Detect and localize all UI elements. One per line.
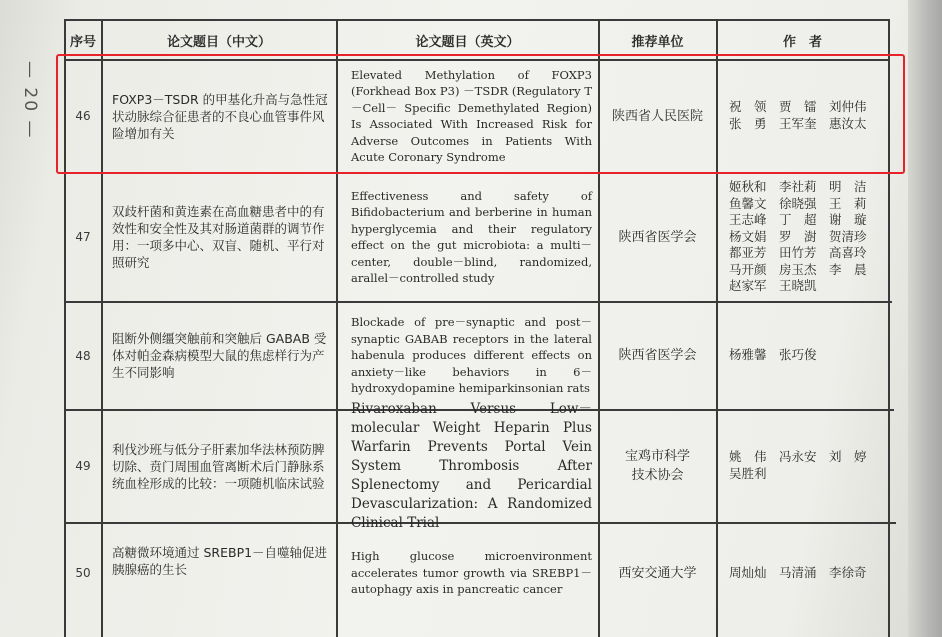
row-48-unit: 陕西省医学会 [618,348,697,363]
row-47-unit: 陕西省医学会 [618,229,697,245]
row-47-authors: 姬秋和 李社莉 明 洁 鱼馨文 徐晓强 王 莉 王志峰 丁 超 谢 璇 杨文娟 罗 澍 贺清珍 都亚芳 田竹芳 高喜玲 马开颜 房玉杰 李 晨 赵家军 王晓凯 [729,178,867,294]
row-49-authors: 姚 伟 冯永安 刘 婷 吴胜利 [729,449,867,481]
row-46-authors: 祝 领 贾 镭 刘仲伟 张 勇 王军奎 惠汝太 [729,99,867,131]
row-50-no: 50 [75,566,91,580]
row-48-title-zh: 阻断外侧缰突触前和突触后 GABAB 受体对帕金森病模型大鼠的焦虑样行为产生不同影响 [112,331,327,380]
row-47-title-en: Effectiveness and safety of Bifidobacterium and berberine in human hyperglycemia and their regulatory effect on the gut microbiota: a multi－center, double－blind, randomized, arallel－controlled study [351,188,592,285]
row-50-title-zh: 高糖微环境通过 SREBP1－自噬轴促进胰腺癌的生长 [112,545,328,577]
row-48-no: 48 [75,348,91,363]
row-46-no: 46 [75,109,91,123]
row-49-unit: 宝鸡市科学技术协会 [624,449,690,483]
header-title-en: 论文题目（英文） [415,34,520,50]
row-46-unit: 陕西省人民医院 [611,108,703,124]
red-highlight-box [56,54,905,174]
row-46-title-zh: FOXP3－TSDR 的甲基化升高与急性冠状动脉综合征患者的不良心血管事件风险增加有关 [112,91,328,141]
row-50-title-en: High glucose microenvironment accelerates tumor growth via SREBP1－autophagy axis in pancreatic cancer [351,549,592,597]
page-number: — 20 — [20,60,40,140]
row-49-title-zh: 利伐沙班与低分子肝素加华法林预防脾切除、贲门周围血管离断术后门静脉系统血栓形成的比较：一项随机临床试验 [112,441,325,491]
row-50-authors: 周灿灿 马清涌 李徐奇 [729,564,867,580]
row-49-title-en: molecular Weight Heparin Plus Warfarin Prevents Portal Vein System Thrombosis After Splenectomy and Pericardial Devascularization: A Randomized [351,419,592,512]
header-unit: 推荐单位 [631,34,684,50]
row-50-unit: 西安交通大学 [618,565,697,581]
row-46-title-en: Elevated Methylation of FOXP3 (Forkhead Box P3) －TSDR (Regulatory T－Cell－ Specific Demethylated Region) Is Associated With Increased Risk for Adverse Outcomes in Patients With Acute Coronary Syndrome [351,67,592,164]
header-authors: 作 者 [782,34,822,50]
header-title-zh: 论文题目（中文） [166,34,271,50]
header-no: 序号 [69,34,96,50]
row-49-no: 49 [75,459,91,473]
row-48-authors: 杨雅馨 张巧俊 [729,347,817,363]
row-47-title-zh: 双歧杆菌和黄连素在高血糖患者中的有效性和安全性及其对肠道菌群的调节作用：一项多中心、双盲、随机、平行对照研究 [112,204,325,270]
row-47-no: 47 [75,230,91,244]
row-48-title-en: Blockade of pre－synaptic and post－synaptic GABAB receptors in the lateral habenula produces different effects on anxiety－like behaviors in 6－hydroxydopamine hemiparkinsonian rats [351,315,592,396]
page-edge [908,0,942,637]
